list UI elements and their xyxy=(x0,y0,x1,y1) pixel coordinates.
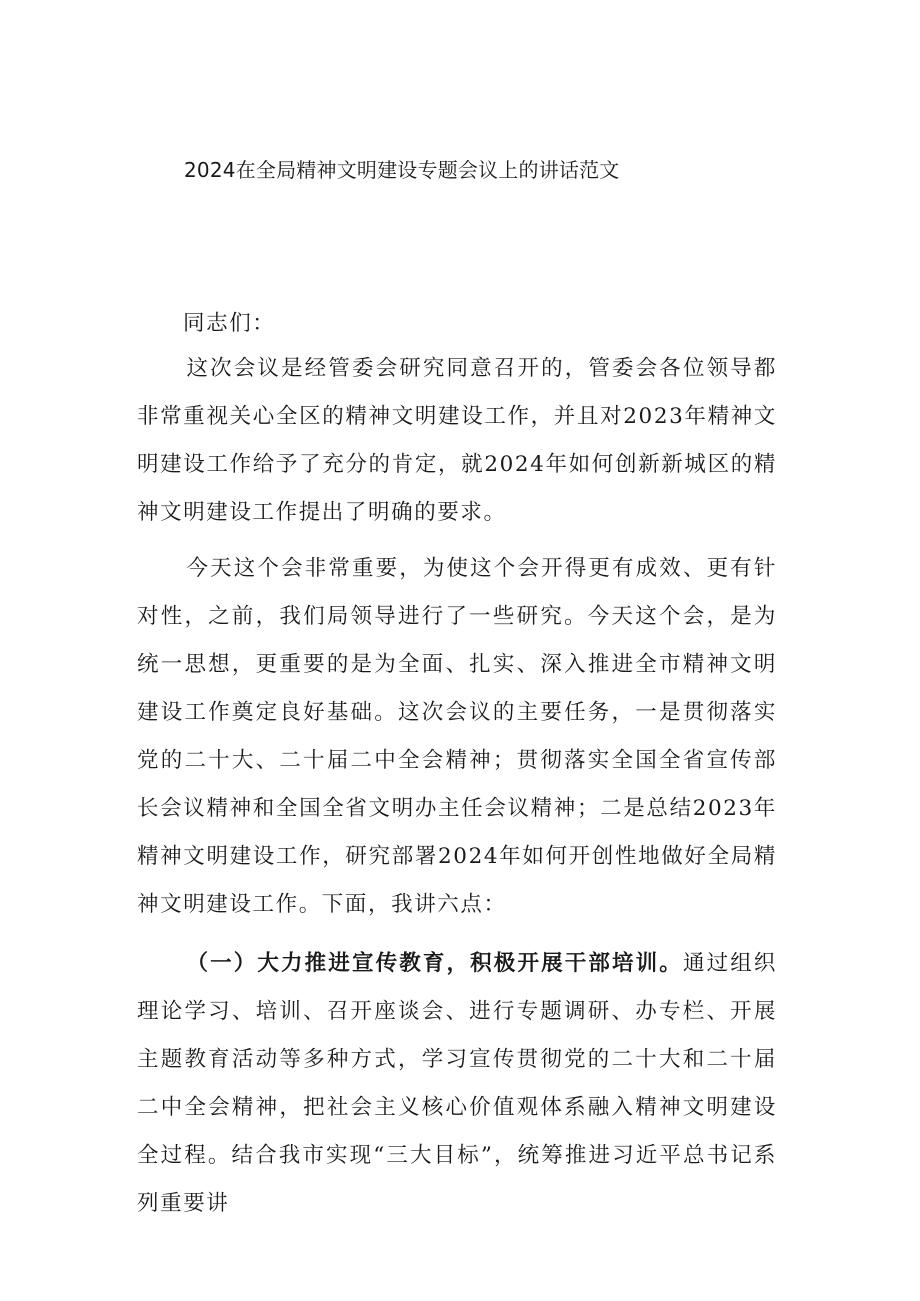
greeting: 同志们： xyxy=(183,311,276,336)
paragraph-meeting-tasks: 今天这个会非常重要，为使这个会开得更有成效、更有针对性，之前，我们局领导进行了一些研究。今天这个会，是为统一思想，更重要的是为全面、扎实、深入推进全市精神文明建设工作奠定良好基础。这次会议的主要任务，一是贯彻落实党的二十大、二十届二中全会精神；贯彻落实全国全省宣传部长会议精神和全国全省文明办主任会议精神；二是总结2023年精神文明建设工作，研究部署2024年如何开创性地做好全局精神文明建设工作。下面，我讲六点： xyxy=(137,556,777,917)
document-title: 2024在全局精神文明建设专题会议上的讲话范文 xyxy=(184,158,620,182)
section-1-heading: （一）大力推进宣传教育，积极开展干部培训。 xyxy=(186,951,683,976)
section-1-text: 通过组织理论学习、培训、召开座谈会、进行专题调研、办专栏、开展主题教育活动等多种方式，学习宣传贯彻党的二十大和二十届二中全会精神，把社会主义核心价值观体系融入精神文明建设全过程。结合我市实现“三大目标”，统筹推进习近平总书记系列重要讲 xyxy=(137,951,778,1216)
paragraph-intro: 这次会议是经管委会研究同意召开的，管委会各位领导都非常重视关心全区的精神文明建设工作，并且对2023年精神文明建设工作给予了充分的肯定，就2024年如何创新新城区的精神文明建设工作提出了明确的要求。 xyxy=(137,356,777,525)
section-1-paragraph xyxy=(137,940,777,1228)
